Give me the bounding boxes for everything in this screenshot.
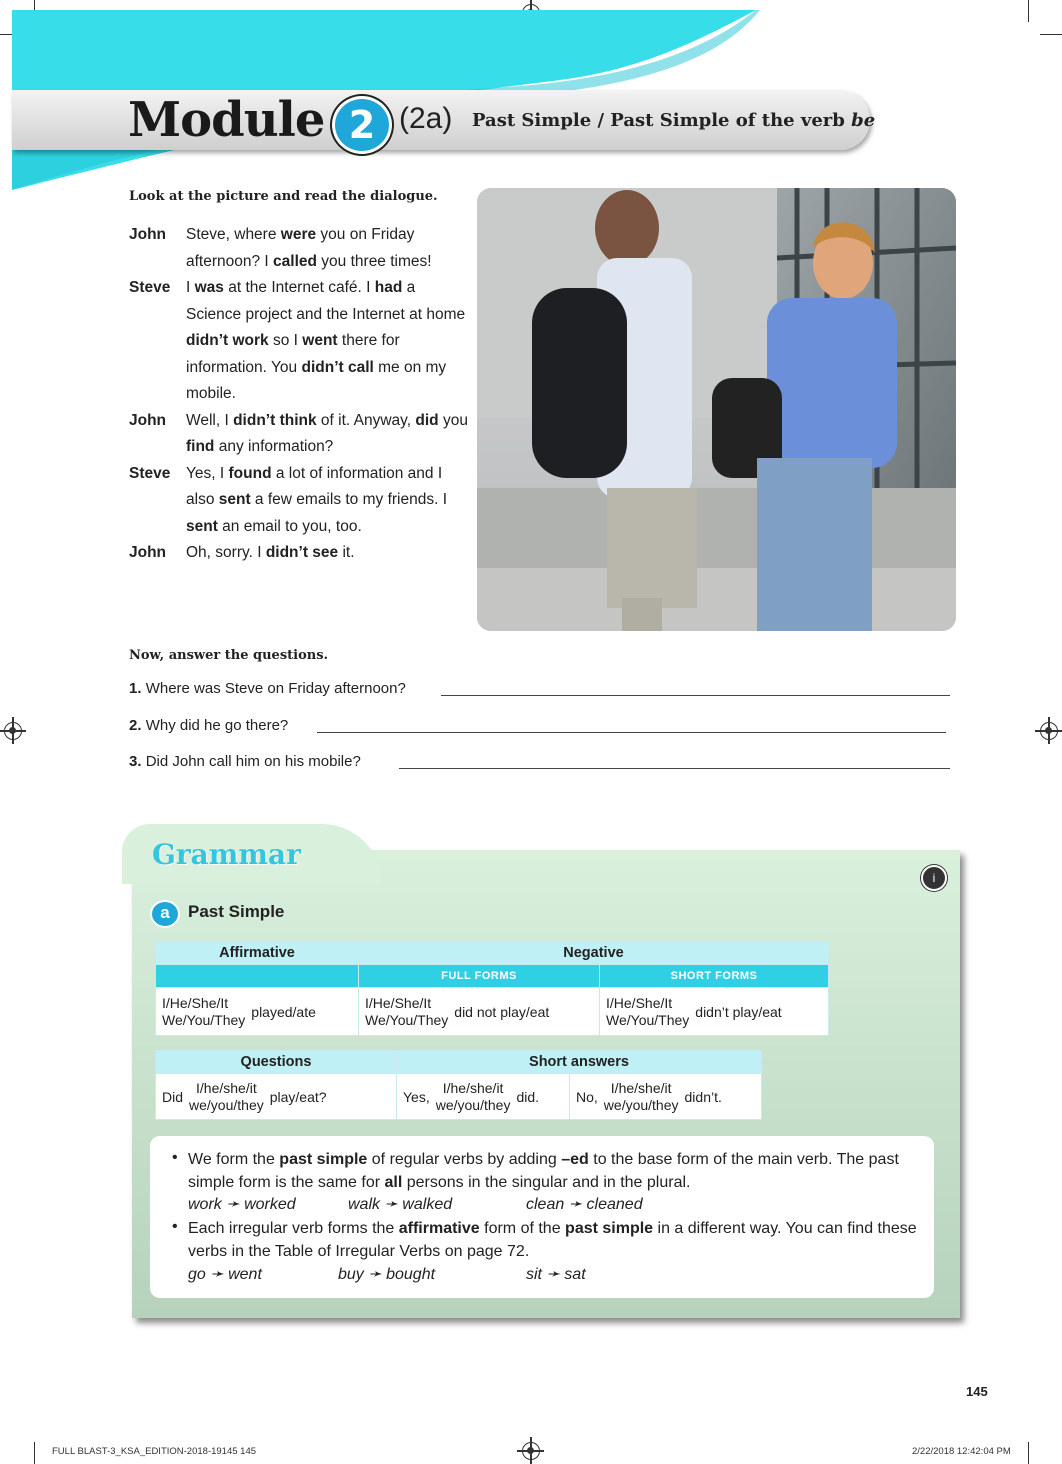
example: work ➛ worked xyxy=(188,1196,296,1213)
bullet: • xyxy=(172,1149,178,1166)
question-1: 1. Where was Steve on Friday afternoon? xyxy=(129,680,406,697)
header-full-forms: FULL FORMS xyxy=(359,965,600,988)
speaker-name: Steve xyxy=(129,464,171,482)
section-title: Past Simple xyxy=(188,902,285,921)
dialogue-text: Oh, sorry. I didn’t see it. xyxy=(186,544,355,561)
module-word: Module xyxy=(128,92,325,148)
dialogue-line xyxy=(129,222,469,275)
students-photo xyxy=(477,188,956,631)
questions-short-answers-table xyxy=(155,1050,762,1120)
question-3: 3. Did John call him on his mobile? xyxy=(129,753,361,770)
question-2: 2. Why did he go there? xyxy=(129,717,289,734)
registration-mark-icon xyxy=(522,1442,540,1460)
footer-timestamp: 2/22/2018 12:42:04 PM xyxy=(912,1446,1011,1457)
example: walk ➛ walked xyxy=(348,1196,453,1213)
example: go ➛ went xyxy=(188,1266,262,1283)
note-irregular-verbs: Each irregular verb forms the affirmative form of the past simple in a different way. You can find these verbs in the Table of Irregular Verbs on page 72. xyxy=(188,1220,917,1260)
dialogue-line xyxy=(129,275,469,408)
no-answer-cell: No, I/he/she/it we/you/they didn’t. xyxy=(570,1074,762,1120)
answer-line-3[interactable] xyxy=(399,768,950,769)
dialogue xyxy=(129,222,469,567)
affirmative-cell: I/He/She/It We/You/They played/ate xyxy=(156,988,359,1036)
yes-answer-cell: Yes, I/he/she/it we/you/they did. xyxy=(397,1074,570,1120)
header-short-answers: Short answers xyxy=(397,1051,762,1074)
footer-file-info: FULL BLAST-3_KSA_EDITION-2018-19145 145 xyxy=(52,1446,257,1457)
reading-instruction: Look at the picture and read the dialogue. xyxy=(129,189,438,204)
registration-mark-icon xyxy=(1040,722,1058,740)
dialogue-text: Yes, I found a lot of information and I also sent a few emails to my friends. I sent an email to you, too. xyxy=(186,464,448,535)
past-simple-table xyxy=(155,941,829,1036)
grammar-title: Grammar xyxy=(152,838,301,871)
header-negative: Negative xyxy=(359,942,829,965)
module-number-badge: 2 xyxy=(332,96,392,154)
dialogue-text: I was at the Internet café. I had a Science project and the Internet at home didn’t work so I went there for information. You didn’t call me on my mobile. xyxy=(186,279,466,402)
speaker-name: Steve xyxy=(129,279,171,296)
page-number: 145 xyxy=(966,1384,988,1399)
grammar-notes xyxy=(150,1136,934,1298)
example: clean ➛ cleaned xyxy=(526,1196,643,1213)
dialogue-text: Well, I didn’t think of it. Anyway, did you find any information? xyxy=(186,411,468,455)
lesson-subtitle: Past Simple / Past Simple of the verb be xyxy=(472,110,876,131)
crop-mark xyxy=(1028,1442,1029,1464)
dialogue-line xyxy=(129,408,469,461)
dialogue-text: Steve, where were you on Friday afternoon? I called you three times! xyxy=(186,226,432,270)
answer-line-1[interactable] xyxy=(441,695,950,696)
dialogue-line xyxy=(129,461,469,541)
header-affirmative: Affirmative xyxy=(156,942,359,965)
example: sit ➛ sat xyxy=(526,1266,586,1283)
answer-line-2[interactable] xyxy=(317,732,946,733)
note-regular-verbs: We form the past simple of regular verbs by adding –ed to the base form of the main verb. The past simple form is the same for all persons in the singular and in the plural. xyxy=(188,1151,899,1191)
header-questions: Questions xyxy=(156,1051,397,1074)
lesson-code: (2a) xyxy=(399,102,453,135)
example: buy ➛ bought xyxy=(338,1266,436,1283)
short-form-cell: I/He/She/It We/You/They didn’t play/eat xyxy=(600,988,829,1036)
dialogue-line xyxy=(129,540,469,567)
speaker-name: John xyxy=(129,411,167,429)
speaker-name: John xyxy=(129,544,167,561)
bullet: • xyxy=(172,1218,178,1235)
registration-mark-icon xyxy=(4,722,22,740)
question-form-cell: Did I/he/she/it we/you/they play/eat? xyxy=(156,1074,397,1120)
info-icon: i xyxy=(921,865,947,891)
full-form-cell: I/He/She/It We/You/They did not play/eat xyxy=(359,988,600,1036)
questions-instruction: Now, answer the questions. xyxy=(129,648,329,663)
crop-mark xyxy=(34,1442,35,1464)
header-short-forms: SHORT FORMS xyxy=(600,965,829,988)
speaker-name: John xyxy=(129,226,167,243)
section-a-badge: a xyxy=(150,900,180,928)
